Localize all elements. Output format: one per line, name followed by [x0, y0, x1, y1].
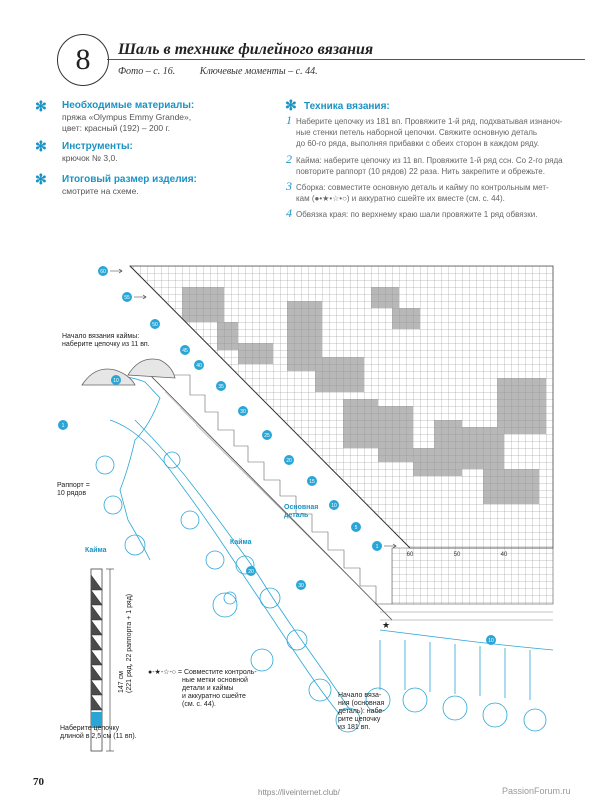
svg-text:50: 50 — [453, 552, 461, 558]
asterisk-icon: ✻ — [35, 98, 47, 114]
technique-step-4: 4 Обвязка края: по верхнему краю шали провяжите 1 ряд обвязки. — [286, 206, 538, 220]
materials-heading: Необходимые материалы: — [62, 100, 195, 111]
technique-heading: Техника вязания: — [304, 101, 390, 112]
start-border-label: Начало вязания каймы: наберите цепочку из 11 вп. — [62, 333, 150, 348]
svg-text:1: 1 — [375, 544, 379, 550]
svg-text:60: 60 — [100, 269, 106, 275]
svg-text:15: 15 — [309, 479, 315, 485]
technique-step-2: 2 Кайма: наберите цепочку из 11 вп. Провяжите 1-й ряд ссн. Со 2-го ряда повторите раппорт (10 рядов) 22 раза. Нить закрепите и обрежьте. — [286, 152, 563, 176]
start-fan — [82, 359, 175, 385]
size-text: смотрите на схеме. — [62, 186, 139, 196]
tools-text: крючок № 3,0. — [62, 153, 118, 163]
technique-step-1: 1 Наберите цепочку из 181 вп. Провяжите 1-й ряд, подхватывая изнаноч- ные стенки петель наборной цепочки. Свяжите основную деталь до 60-го ряда, выполняя прибавки с обеих сторон в каждом ряду. — [286, 113, 563, 148]
svg-text:40: 40 — [196, 363, 202, 369]
star-marker-icon: ★ — [382, 620, 391, 630]
materials-text-1: пряжа «Olympus Emmy Grande», — [62, 112, 192, 122]
key-ref: Ключевые моменты – с. 44. — [199, 66, 318, 77]
kaima-side-label: Кайма — [230, 539, 252, 546]
size-heading: Итоговый размер изделия: — [62, 174, 197, 185]
start-main-label: Начало вяза- ния (основная деталь): набе- рите цепочку из 181 вп. — [338, 692, 385, 731]
filet-chart — [130, 266, 553, 548]
svg-text:10: 10 — [488, 638, 494, 644]
technique-step-3: 3 Сборка: совместите основную деталь и кайму по контрольным мет- кам (●•★•☆•○) и аккуратно сшейте их вместе (см. с. 44). — [286, 179, 549, 203]
asterisk-icon: ✻ — [35, 138, 47, 154]
photo-ref: Фото – с. 16. — [118, 66, 176, 77]
pattern-number-badge: 8 — [57, 34, 109, 86]
footer-brand: PassionForum.ru — [502, 786, 571, 796]
svg-text:55: 55 — [124, 295, 130, 301]
svg-text:20: 20 — [286, 458, 292, 464]
border-length-strip — [91, 569, 114, 751]
tools-heading: Инструменты: — [62, 141, 133, 152]
legend-text: ●-★-☆-○ = Совместите контроль- ные метки основной детали и каймы и аккуратно сшейте (см. с. 44). — [148, 669, 257, 708]
svg-text:20: 20 — [248, 569, 254, 575]
svg-text:10: 10 — [331, 503, 337, 509]
svg-text:5: 5 — [354, 525, 358, 531]
asterisk-icon: ✻ — [285, 97, 297, 113]
svg-text:30: 30 — [298, 583, 304, 589]
dimension-label: 147 см (221 ряд, 22 раппорта + 1 ряд) — [118, 593, 133, 693]
rapport-label: Раппорт = 10 рядов — [57, 482, 90, 497]
footer-url[interactable]: https://liveinternet.club/ — [258, 788, 340, 797]
chain-label: Наберите цепочку длиной в 2,5 см (11 вп). — [60, 725, 137, 740]
svg-text:25: 25 — [264, 433, 270, 439]
svg-text:35: 35 — [218, 384, 224, 390]
svg-text:40: 40 — [500, 552, 508, 558]
materials-text-2: цвет: красный (192) – 200 г. — [62, 123, 170, 133]
svg-text:45: 45 — [182, 348, 188, 354]
page-title: Шаль в технике филейного вязания — [118, 41, 374, 58]
main-part-label: Основная деталь — [284, 504, 319, 519]
page-number: 70 — [33, 776, 44, 788]
svg-text:60: 60 — [406, 552, 414, 558]
svg-text:1: 1 — [61, 423, 65, 429]
svg-text:10: 10 — [113, 378, 119, 384]
svg-text:50: 50 — [152, 322, 158, 328]
svg-text:30: 30 — [240, 409, 246, 415]
asterisk-icon: ✻ — [35, 171, 47, 187]
kaima-strip-label: Кайма — [85, 547, 107, 554]
